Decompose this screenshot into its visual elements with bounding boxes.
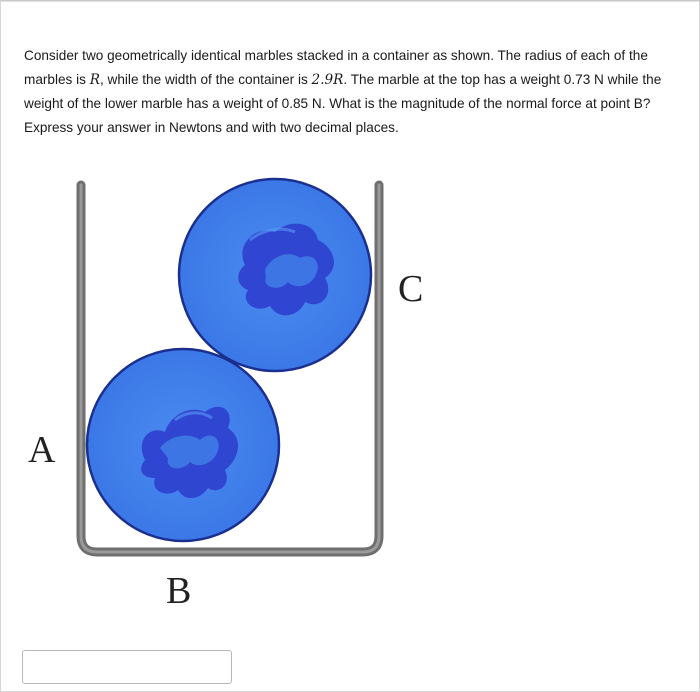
upper-marble [179, 179, 371, 371]
label-c: C [398, 268, 424, 310]
answer-input[interactable] [22, 650, 232, 684]
radius-symbol: R [89, 71, 100, 88]
label-b: B [166, 570, 192, 612]
marbles-diagram [0, 160, 700, 615]
question-text [24, 44, 688, 139]
label-a: A [28, 429, 56, 471]
question-part-3: . The marble at the top has a weight 0.73 N while the weight of the lower marble has a weight of 0.85 N. What is the magnitude of the normal force at point B? Express your answer in Newtons and with two decimal places. [24, 71, 662, 135]
container-width-expression: 2.9R [311, 71, 344, 88]
lower-marble [87, 349, 279, 541]
question-part-2: , while the width of the container is [99, 71, 312, 87]
diagram-svg [0, 160, 700, 610]
question-part-1: Consider two geometrically identical marbles stacked in a container as shown. The radius of each of the marbles is [24, 48, 648, 87]
